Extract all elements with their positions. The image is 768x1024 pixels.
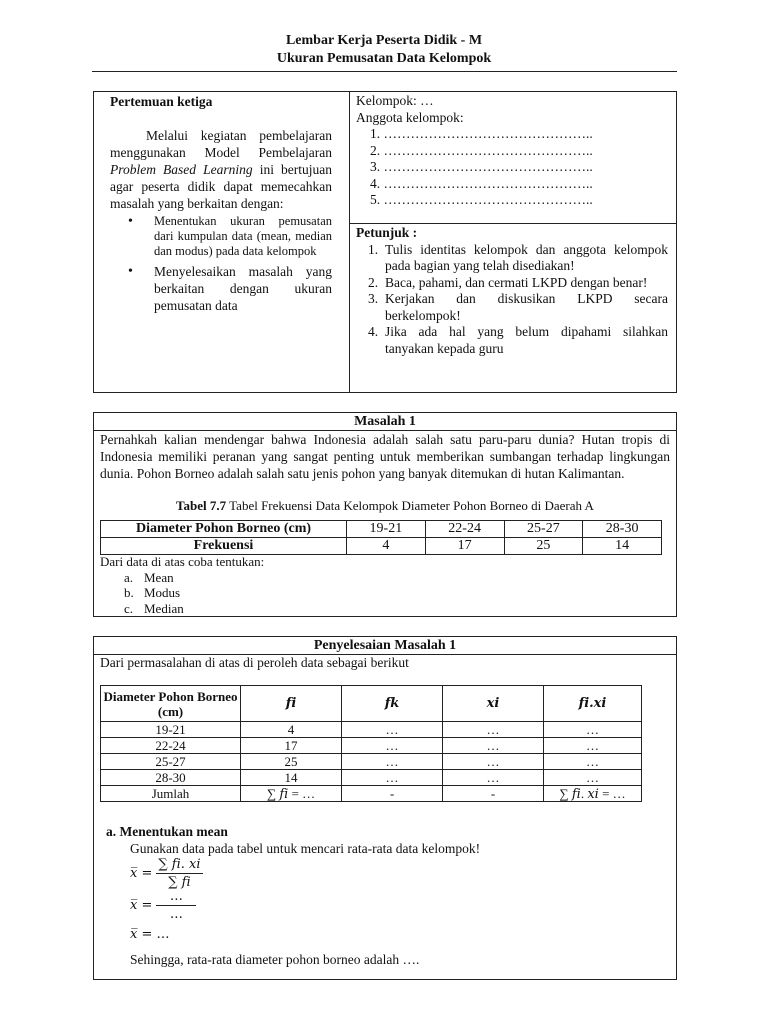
table-cell[interactable]: … — [443, 722, 544, 738]
objective-paragraph: Melalui kegiatan pembelajaran menggunakan Model Pembelajaran Problem Based Learning ini bertujuan agar peserta didik dapat memecahkan masalah yang berkaitan dengan: — [110, 128, 332, 211]
solution-box — [93, 636, 677, 980]
solution-intro: Dari permasalahan di atas di peroleh data sebagai berikut — [100, 655, 409, 670]
table-cell[interactable]: … — [342, 738, 443, 754]
instruction-item: 1. Tulis identitas kelompok dan anggota kelompok pada bagian yang telah disediakan! — [368, 241, 668, 273]
table-cell: 17 — [241, 738, 342, 754]
table-header-cell: Frekuensi — [101, 538, 347, 555]
problem-title: Masalah 1 — [94, 413, 676, 431]
table-total-row — [101, 786, 642, 802]
task-block — [100, 554, 264, 616]
blank-denominator[interactable]: … — [169, 906, 183, 922]
member-line[interactable]: 5. ……………………………………….. — [370, 192, 593, 207]
table-cell: 25-27 — [504, 521, 583, 538]
table-cell: 14 — [583, 538, 662, 555]
table-cell: 14 — [241, 770, 342, 786]
instruction-item: 4. Jika ada hal yang belum dipahami silahkan tanyakan kepada guru — [368, 324, 668, 356]
table-cell: 28-30 — [101, 770, 241, 786]
solution-title: Penyelesaian Masalah 1 — [94, 637, 676, 655]
task-list — [100, 570, 264, 617]
member-line[interactable]: 1. ……………………………………….. — [370, 126, 593, 141]
objective-item: • Menyelesaikan masalah yang berkaitan dengan ukuran pemusatan data — [110, 263, 332, 314]
table-cell[interactable]: … — [544, 722, 642, 738]
objective-item: • Menentukan ukuran pemusatan dari kumpulan data (mean, median dan modus) pada data kelompok — [110, 214, 332, 259]
problem-box — [93, 412, 677, 617]
table-cell[interactable]: ∑ 𝑓𝑖. 𝑥𝑖 = … — [544, 786, 642, 802]
mean-section — [106, 823, 480, 968]
mean-substitution: 𝑥̅ = $\frac{\dots}{\dots}$ — [130, 889, 480, 921]
table-cell[interactable]: ∑ 𝑓𝑖 = … — [241, 786, 342, 802]
frequency-table — [100, 520, 662, 555]
table-cell: 22-24 — [101, 738, 241, 754]
table-header-cell: Diameter Pohon Borneo (cm) — [101, 686, 241, 722]
table-cell[interactable]: … — [443, 754, 544, 770]
table-cell: 19-21 — [101, 722, 241, 738]
table-row — [101, 754, 642, 770]
table-header-cell: 𝒇𝒌 — [342, 686, 443, 722]
table-header-cell: 𝒇𝒊 — [241, 686, 342, 722]
group-panel — [356, 93, 668, 209]
objective-list — [110, 214, 332, 314]
table-cell: 4 — [241, 722, 342, 738]
intro-box — [93, 91, 677, 393]
task-item: c. Median — [124, 600, 184, 616]
instructions-panel — [356, 225, 668, 357]
table-header-row — [101, 686, 642, 722]
formula-denominator: ∑ 𝑓𝑖 — [168, 874, 191, 890]
member-line[interactable]: 2. ……………………………………….. — [370, 142, 593, 158]
table-cell: 25-27 — [101, 754, 241, 770]
mean-conclusion: Sehingga, rata-rata diameter pohon borneo adalah …. — [130, 952, 420, 967]
task-intro: Dari data di atas coba tentukan: — [100, 554, 265, 569]
table-cell[interactable]: … — [544, 754, 642, 770]
table-cell: 19-21 — [347, 521, 426, 538]
instruction-item: 2. Baca, pahami, dan cermati LKPD dengan benar! — [368, 274, 648, 290]
mean-result[interactable]: 𝑥̅ = … — [130, 926, 170, 942]
table-cell[interactable]: … — [544, 770, 642, 786]
table-header-cell: 𝒙𝒊 — [443, 686, 544, 722]
task-item: a. Mean — [124, 569, 174, 585]
table-cell[interactable]: … — [342, 770, 443, 786]
table-cell: 17 — [425, 538, 504, 555]
member-line[interactable]: 3. ……………………………………….. — [370, 159, 593, 174]
table-cell[interactable]: … — [342, 722, 443, 738]
solution-table — [100, 685, 642, 802]
worksheet-subtitle: Ukuran Pemusatan Data Kelompok — [276, 51, 492, 66]
mean-formula: 𝑥̅ = $\frac{\text{∑ 𝑓𝑖. 𝑥𝑖}}{\text{∑ 𝑓𝑖}}$ — [130, 856, 201, 890]
table-cell: - — [443, 786, 544, 802]
objectives-panel — [110, 93, 332, 314]
member-line[interactable]: 4. ……………………………………….. — [370, 175, 593, 191]
table-row — [101, 722, 642, 738]
table-cell[interactable]: … — [342, 754, 443, 770]
table-cell[interactable]: … — [443, 738, 544, 754]
member-list — [356, 126, 668, 209]
instructions-title: Petunjuk : — [356, 225, 418, 240]
mean-heading: a. Menentukan mean — [106, 824, 228, 839]
table-row — [101, 521, 662, 538]
task-item: b. Modus — [124, 585, 181, 600]
table-caption: Tabel 7.7 Tabel Frekuensi Data Kelompok Diameter Pohon Borneo di Daerah A — [176, 498, 594, 513]
formula-numerator: ∑ 𝑓𝑖. 𝑥𝑖 — [158, 856, 201, 872]
table-cell[interactable]: … — [443, 770, 544, 786]
table-cell: 4 — [347, 538, 426, 555]
instruction-item: 3. Kerjakan dan diskusikan LKPD secara berkelompok! — [368, 291, 668, 323]
group-label: Kelompok: … — [356, 93, 434, 108]
table-row — [101, 738, 642, 754]
table-cell: 25 — [504, 538, 583, 555]
table-row — [101, 770, 642, 786]
table-header-cell: Diameter Pohon Borneo (cm) — [101, 521, 347, 538]
table-cell: 22-24 — [425, 521, 504, 538]
meeting-title: Pertemuan ketiga — [110, 94, 213, 109]
table-cell: Jumlah — [101, 786, 241, 802]
worksheet-title: Lembar Kerja Peserta Didik - M — [285, 33, 483, 48]
members-label: Anggota kelompok: — [356, 109, 464, 125]
blank-numerator[interactable]: … — [156, 888, 196, 906]
table-cell: 25 — [241, 754, 342, 770]
table-cell: 28-30 — [583, 521, 662, 538]
instruction-list — [356, 242, 668, 358]
table-cell[interactable]: … — [544, 738, 642, 754]
problem-paragraph: Pernahkah kalian mendengar bahwa Indonesia adalah salah satu paru-paru dunia? Hutan tropis di Indonesia memiliki peranan yang sangat penting untuk memberikan sumbangan terhadap lingkungan dunia. Pohon Borneo adalah salah satu jenis pohon yang banyak ditemukan di hutan Kalimantan. — [100, 432, 670, 481]
header-divider — [92, 71, 677, 72]
table-header-cell: 𝒇𝒊.𝒙𝒊 — [544, 686, 642, 722]
table-cell: - — [342, 786, 443, 802]
table-row — [101, 538, 662, 555]
mean-instruction: Gunakan data pada tabel untuk mencari rata-rata data kelompok! — [130, 841, 481, 856]
